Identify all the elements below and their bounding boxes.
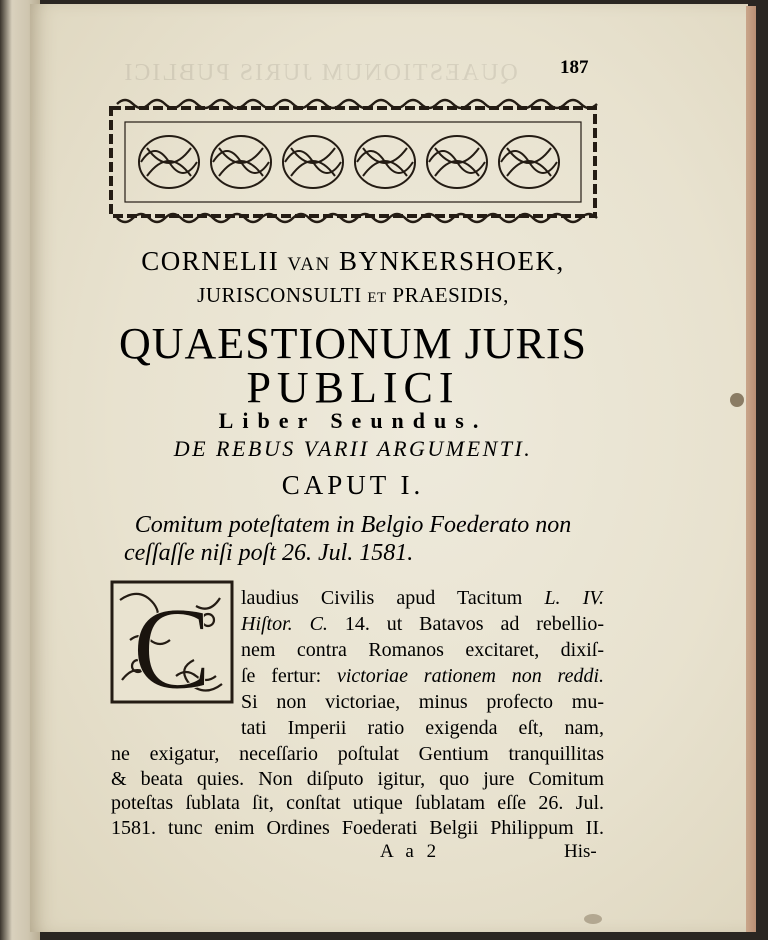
chapter-title: CAPUT I.: [281, 470, 425, 500]
body-line-4: ſe fertur: victoriae rationem non reddi.: [241, 665, 605, 687]
page-edge-right: [746, 6, 756, 932]
book-subtitle: DE REBUS VARII ARGUMENTI.: [173, 436, 533, 461]
headpiece-ornament: [107, 98, 599, 224]
page-stain: [730, 393, 744, 407]
body-line-3: nem contra Romanos excitaret, dixiſ-: [241, 639, 604, 661]
chapter-heading-line-1: Comitum poteſtatem in Belgio Foederato non: [134, 512, 572, 538]
body-line-5: Si non victoriae, minus profecto mu-: [241, 691, 604, 713]
role-president: PRAESIDIS,: [392, 283, 509, 307]
signature-mark: A a 2: [380, 841, 441, 862]
book-title-line-1: QUAESTIONUM JURIS: [118, 319, 588, 368]
body-line-8: & beata quies. Non diſputo igitur, quo jure Comitum: [111, 768, 604, 790]
chapter-heading-line-2: ceſſaſſe niſi poſt 26. Jul. 1581.: [124, 540, 414, 566]
bleed-through-running-head: QUAESTIONUM JURIS PUBLICI: [122, 60, 518, 86]
initial-letter: C: [132, 583, 212, 704]
page-number: 187: [560, 57, 589, 78]
page-stain-bottom: [584, 914, 602, 924]
body-line-7: ne exigatur, neceſſario poſtulat Gentium tranquillitas: [111, 743, 604, 765]
author-surname: BYNKERSHOEK,: [338, 246, 565, 276]
catchword: His-: [564, 841, 597, 862]
body-line-10: 1581. tunc enim Ordines Foederati Belgii Philippum II.: [111, 817, 604, 839]
author-roles: [107, 283, 599, 308]
body-line-1: laudius Civilis apud Tacitum L. IV.: [241, 587, 604, 609]
body-line-6: tati Imperii ratio exigenda eſt, nam,: [241, 717, 604, 739]
body-line-9: poteſtas ſublata ſit, conſtat utique ſublatam eſſe 26. Jul.: [111, 792, 604, 814]
decorated-initial: [110, 580, 234, 704]
role-jurisconsult: JURISCONSULTI: [197, 283, 362, 307]
author-particle: VAN: [287, 254, 331, 275]
author-line: [107, 246, 599, 277]
author-first-name: CORNELII: [141, 246, 280, 276]
book-title-line-2: PUBLICI: [246, 363, 460, 412]
body-line-2: Hiſtor. C. 14. ut Batavos ad rebellio-: [241, 613, 604, 635]
book-number: Liber Seundus.: [218, 408, 488, 433]
role-connector: ET: [367, 290, 387, 306]
